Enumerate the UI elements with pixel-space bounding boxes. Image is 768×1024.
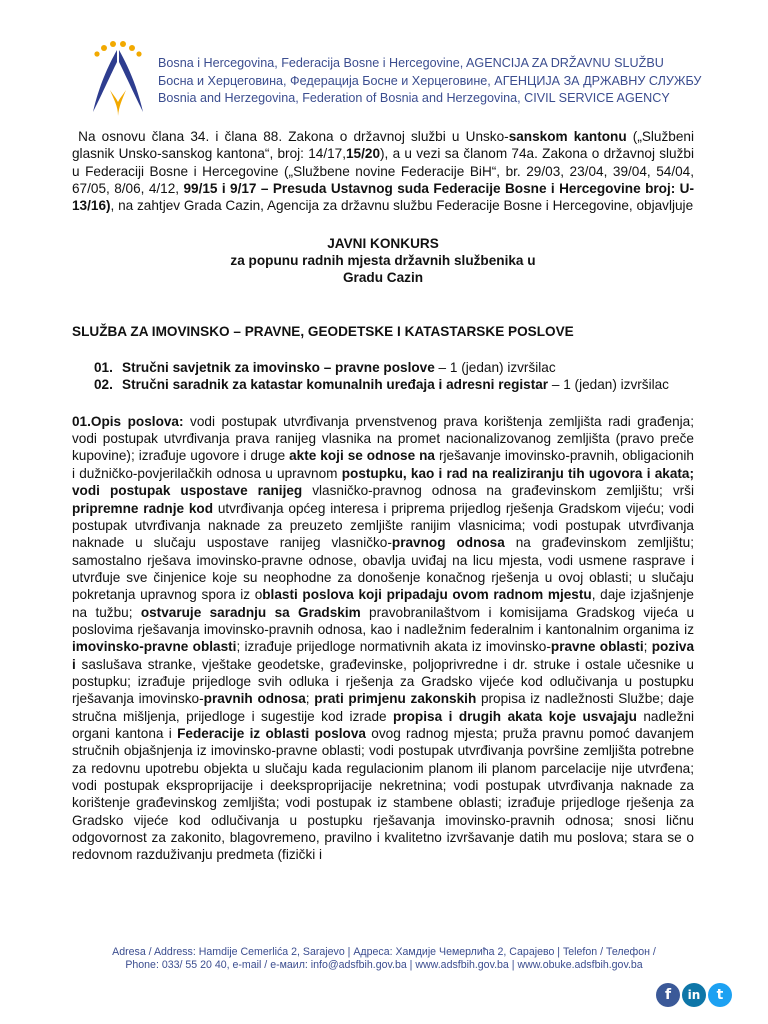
header-line-english: Bosnia and Herzegovina, Federation of Bosnia and Herzegovina, CIVIL SERVICE AGENCY <box>158 91 670 105</box>
description-text: na građevinskom zemljištu; samostalno rješava imovinsko-pravne odnose, obavlja uviđaj na licu mjesta, vodi usmene rasprave i utvrđuje sve činjenice koje su neophodne za donošenje konačnog rješenja u ovoj oblasti; u slučaju pokretanja upravnog spora iz o <box>72 535 694 603</box>
description-bold-text: postupku, kao i rad na realiziranju tih ugovora i akata; vodi postupak uspostave ranijeg <box>72 465 694 499</box>
intro-text: ), a u vezi sa članom 74a. Zakona o državnoj službi u Federaciji Bosne i Hercegovine („Službene novine Federacije BiH“, br. 29/03, 23/04, 39/04, 54/04, 67/05, 8/06, 4/12, <box>72 146 694 197</box>
list-item <box>72 359 694 376</box>
description-bold-text: pravne oblasti <box>550 639 644 655</box>
description-text: vodi postupak utvrđivanja prvenstvenog prava korištenja zemljišta radi građenja; vodi postupak utvrđivanja prava ranijeg vlasnika na promet nacionalizovanog zemljišta (pravo preče kupovine); izrađuje ugovore i druge <box>72 413 694 464</box>
agency-logo-icon <box>86 40 148 118</box>
description-text: propisa iz nadležnosti Službe; daje stručna mišljenja, prijedloge i sugestije kod izrade <box>72 691 694 724</box>
section-title: SLUŽBA ZA IMOVINSKO – PRAVNE, GEODETSKE I KATASTARSKE POSLOVE <box>72 323 574 339</box>
position-number: 02. <box>94 377 113 393</box>
positions-list <box>72 359 694 394</box>
description-text: rješavanje imovinsko-pravnih, obligacionih i dužničko-povjerilačkih odnosa u upravnom <box>72 448 694 481</box>
description-text: ; <box>305 691 315 707</box>
footer-contact: Phone: 033/ 55 20 40, e-mail / е-маил: info@adsfbih.gov.ba | www.adsfbih.gov.ba | www.obuke.adsfbih.gov.ba <box>125 959 643 971</box>
description-bold-text: blasti poslova koji pripadaju ovom radnom mjestu <box>262 587 592 603</box>
position-title: Stručni savjetnik za imovinsko – pravne poslove <box>122 360 435 376</box>
description-bold-text: pravnog odnosa <box>391 535 505 551</box>
header-line-cyrillic: Босна и Херцеговина, Федерација Босне и Херцеговине, АГЕНЦИЈА ЗА ДРЖАВНУ СЛУЖБУ <box>158 73 702 88</box>
description-bold-text: akte koji se odnose na <box>289 448 435 464</box>
intro-text: Na osnovu člana 34. i člana 88. Zakona o državnoj službi u Unsko- <box>78 129 509 144</box>
description-bold-text: prati primjenu zakonskih <box>314 691 477 707</box>
facebook-icon[interactable]: f <box>656 983 680 1007</box>
competition-title <box>72 235 694 287</box>
description-bold-text: poziva i <box>72 639 695 672</box>
description-bold-text: imovinsko-pravne oblasti <box>72 639 237 655</box>
footer-address: Adresa / Address: Hamdije Cemerlića 2, Sarajevo | Адреса: Хамдије Чемерлића 2, Сарајево | Telefon / Телефон / <box>112 946 656 958</box>
intro-text: , na zahtjev Grada Cazin, Agencija za državnu službu Federacije Bosne i Hercegovine, objavljuje <box>110 198 694 214</box>
intro-bold-text: 15/20 <box>346 146 381 162</box>
title-line: Gradu Cazin <box>342 270 424 286</box>
description-bold-text: pripremne radnje kod <box>72 500 214 516</box>
description-text: ovog radnog mjesta; pruža pravnu pomoć davanjem stručnih objašnjenja iz imovinsko-pravne oblasti; vodi postupak utvrđivanja površine zemljišta potrebne za redovnu upotrebu objekta u slučaju kada regulacionim planom ili planom parcelacije nije utvrđena; vodi postupak eksproprijacije i deeksproprijacije nekretnina; vodi postupak utvrđivanja naknade za korištenje građevinskog zemljišta; vodi postupak iz stambene oblasti; izrađuje prijedloge rješenja za Gradsko vijeće kod odlučivanja u postupku rješavanja imovinsko-pravnih odnosa; snosi ličnu odgovornost za zakonito, blagovremeno, pravilno i kvalitetno izvršavanje datih mu poslova; stara se o redovnom razduživanju predmeta (fizički i <box>72 725 694 863</box>
description-label: 01.Opis poslova: <box>72 413 184 429</box>
description-bold-text: propisa i drugih akata koje usvajaju <box>393 708 637 724</box>
footer <box>0 946 768 972</box>
document-body <box>72 128 694 864</box>
letterhead <box>86 40 706 120</box>
intro-paragraph <box>72 128 694 215</box>
description-bold-text: Federacije iz oblasti poslova <box>177 725 366 741</box>
social-links <box>656 983 732 1007</box>
intro-bold-text: 99/15 i 9/17 – Presuda Ustavnog suda Federacije Bosne i Hercegovine broj: U-13/16) <box>72 181 695 214</box>
title-line: za popunu radnih mjesta državnih službenika u <box>230 253 536 269</box>
header-line-bosnian: Bosna i Hercegovina, Federacija Bosne i Hercegovine, AGENCIJA ZA DRŽAVNU SLUŽBU <box>158 56 664 70</box>
description-text: ; <box>643 639 652 655</box>
intro-bold-text: sanskom kantonu <box>508 129 627 144</box>
list-item <box>72 376 694 393</box>
title-line: JAVNI KONKURS <box>327 235 439 251</box>
description-text: pravobranilaštvom i komisijama Gradskog vijeća u poslovima rješavanja imovinsko-pravnih odnosa, kao i nadležnim federalnim i kantonalnim organima iz <box>72 604 695 637</box>
description-bold-text: ostvaruje saradnju sa Gradskim <box>140 604 361 620</box>
position-number: 01. <box>94 360 113 376</box>
linkedin-icon[interactable]: in <box>682 983 706 1007</box>
twitter-icon[interactable]: t <box>708 983 732 1007</box>
description-bold-text: pravnih odnosa <box>203 691 306 707</box>
position-count: – 1 (jedan) izvršilac <box>434 360 556 376</box>
description-text: saslušava stranke, vještake geodetske, građevinske, poljoprivredne i dr. struke i ostale učesnike u postupku; izrađuje prijedloge svih odluka i rješenja za Gradsko vijeće kod odlučivanja u postupku rješavanja imovinsko- <box>72 656 694 707</box>
description-text: utvrđivanja općeg interesa i priprema prijedlog rješenja Gradskom vijeću; vodi postupak utvrđivanja naknade za preuzeto zemljište ranijim vlasnicima; vodi postupak utvrđivanja naknade u slučaju uspostave ranijeg vlasničko- <box>72 500 694 551</box>
position-title: Stručni saradnik za katastar komunalnih uređaja i adresni registar <box>122 377 549 393</box>
description-text: ; izrađuje prijedloge normativnih akata iz imovinsko- <box>236 639 551 655</box>
position-count: – 1 (jedan) izvršilac <box>548 377 669 393</box>
description-text: , daje izjašnjenje na tužbu; <box>72 587 694 620</box>
description-text: nadležni organi kantona i <box>72 708 694 741</box>
intro-text: („Službeni glasnik Unsko-sanskog kantona“, broj: 14/17, <box>72 129 694 162</box>
job-description <box>72 413 694 864</box>
description-text: vlasničko-pravnog odnosa na građevinskom zemljištu; vrši <box>302 483 694 499</box>
